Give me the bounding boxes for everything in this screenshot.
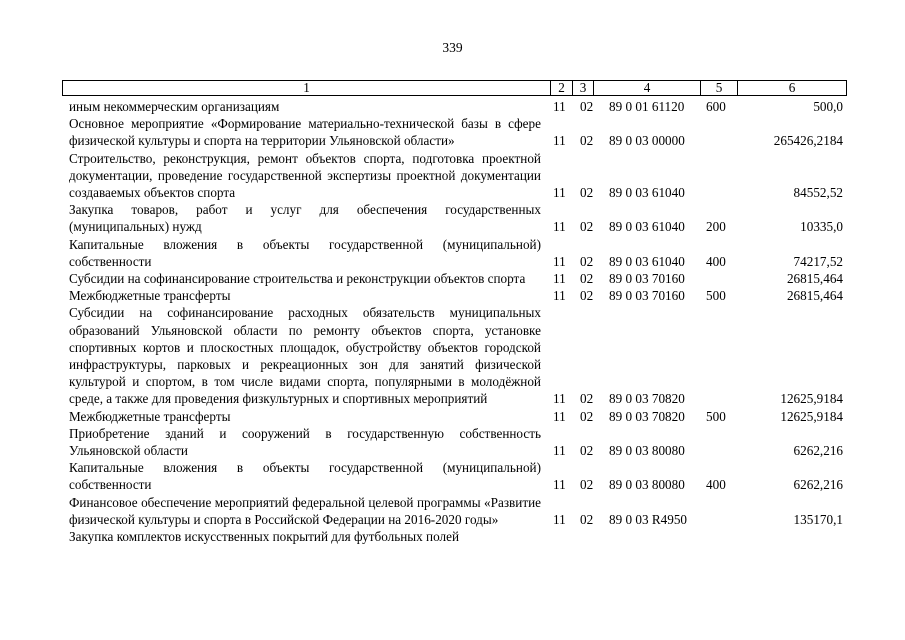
row-subsection: 02: [580, 391, 594, 407]
row-amount: 265426,2184: [773, 133, 843, 149]
row-description: Закупка товаров, работ и услуг для обеспечения государственных (муниципальных) нужд: [69, 202, 541, 235]
row-section: 11: [553, 133, 566, 149]
row-target-code: 89 0 03 70820: [609, 391, 685, 407]
row-expense-type: 400: [706, 253, 726, 269]
table-row: [0, 98, 905, 115]
row-target-code: 89 0 03 70820: [609, 408, 685, 424]
row-target-code: 89 0 01 61120: [609, 99, 685, 114]
row-subsection: 02: [580, 253, 594, 269]
row-description: Приобретение зданий и сооружений в государственную собственность Ульяновской области: [69, 425, 541, 459]
header-col-1: 1: [63, 81, 551, 95]
row-target-code: 89 0 03 80080: [609, 477, 685, 493]
row-description: Субсидии на софинансирование расходных обязательств муниципальных образований Ульяновской области по ремонту объектов спорта, установке спортивных кортов и плоскостных площадок, обустройству объектов городской инфраструктуры, парковых и рекреационных зон для занятий физической культурой и спортом, в том числе видами спорта, популярными в молодёжной среде, а также для проведения физкультурных и спортивных мероприятий: [69, 305, 541, 407]
table-row: [0, 150, 905, 202]
row-subsection: 02: [580, 271, 594, 287]
row-subsection: 02: [580, 185, 594, 201]
row-subsection: 02: [580, 99, 594, 114]
row-description: Капитальные вложения в объекты государственной (муниципальной) собственности: [69, 236, 541, 269]
row-amount: 10335,0: [800, 219, 843, 235]
row-amount: 135170,1: [793, 511, 843, 527]
row-description: Финансовое обеспечение мероприятий федеральной целевой программы «Развитие физической культуры и спорта в Российской Федерации на 2016-2020 годы»: [69, 494, 541, 527]
row-description: Капитальные вложения в объекты государственной (муниципальной) собственности: [69, 460, 541, 493]
row-target-code: 89 0 03 R4950: [609, 511, 688, 527]
row-expense-type: 200: [706, 219, 726, 235]
row-target-code: 89 0 03 70160: [609, 288, 685, 304]
table-row: [0, 528, 905, 545]
row-subsection: 02: [580, 219, 594, 235]
table-row: [0, 287, 905, 304]
row-subsection: 02: [580, 443, 594, 459]
row-section: 11: [553, 408, 566, 424]
table-row: [0, 115, 905, 149]
row-amount: 26815,464: [786, 288, 843, 304]
row-subsection: 02: [580, 288, 594, 304]
header-col-2: 2: [551, 81, 573, 95]
table-row: [0, 270, 905, 287]
row-section: 11: [553, 511, 566, 527]
table-row: [0, 408, 905, 425]
row-description: Основное мероприятие «Формирование материально-технической базы в сфере физической культуры и спорта на территории Ульяновской области»: [69, 116, 541, 149]
row-amount: 6262,216: [793, 443, 843, 459]
table-row: [0, 304, 905, 407]
row-expense-type: 500: [706, 408, 726, 424]
row-section: 11: [553, 288, 566, 304]
row-target-code: 89 0 03 70160: [609, 271, 685, 287]
row-expense-type: 400: [706, 477, 726, 493]
header-col-4: 4: [594, 81, 701, 95]
row-section: 11: [553, 219, 566, 235]
row-description: Закупка комплектов искусственных покрытий для футбольных полей: [69, 529, 460, 545]
row-section: 11: [553, 443, 566, 459]
row-description: Строительство, реконструкция, ремонт объектов спорта, подготовка проектной документации, проведение государственной экспертизы проектной документации создаваемых объектов спорта: [69, 150, 541, 201]
row-description: Субсидии на софинансирование строительства и реконструкции объектов спорта: [69, 271, 526, 287]
header-col-5: 5: [701, 81, 738, 95]
row-description: Межбюджетные трансферты: [69, 288, 231, 304]
row-amount: 12625,9184: [780, 391, 843, 407]
row-section: 11: [553, 271, 566, 287]
row-subsection: 02: [580, 511, 594, 527]
row-subsection: 02: [580, 477, 594, 493]
row-section: 11: [553, 99, 566, 114]
table-row: [0, 236, 905, 270]
row-section: 11: [553, 391, 566, 407]
row-target-code: 89 0 03 80080: [609, 443, 685, 459]
row-target-code: 89 0 03 61040: [609, 219, 685, 235]
row-section: 11: [553, 253, 566, 269]
row-section: 11: [553, 477, 566, 493]
table-header: [62, 80, 847, 96]
table-row: [0, 425, 905, 459]
row-amount: 84552,52: [793, 185, 843, 201]
row-target-code: 89 0 03 61040: [609, 253, 685, 269]
row-amount: 500,0: [813, 99, 843, 114]
row-target-code: 89 0 03 61040: [609, 185, 685, 201]
row-section: 11: [553, 185, 566, 201]
page-number: 339: [442, 40, 463, 55]
header-col-3: 3: [573, 81, 594, 95]
row-description: Межбюджетные трансферты: [69, 408, 231, 424]
row-target-code: 89 0 03 00000: [609, 133, 685, 149]
row-expense-type: 500: [706, 288, 726, 304]
row-amount: 74217,52: [793, 253, 843, 269]
header-col-6: 6: [788, 80, 796, 95]
row-amount: 6262,216: [793, 477, 843, 493]
table-row: [0, 459, 905, 493]
row-amount: 26815,464: [786, 271, 843, 287]
row-expense-type: 600: [706, 99, 726, 114]
table-body: [0, 98, 905, 545]
row-subsection: 02: [580, 133, 594, 149]
row-subsection: 02: [580, 408, 594, 424]
row-amount: 12625,9184: [780, 408, 843, 424]
table-row: [0, 494, 905, 528]
table-row: [0, 201, 905, 235]
row-description: иным некоммерческим организациям: [69, 99, 280, 114]
